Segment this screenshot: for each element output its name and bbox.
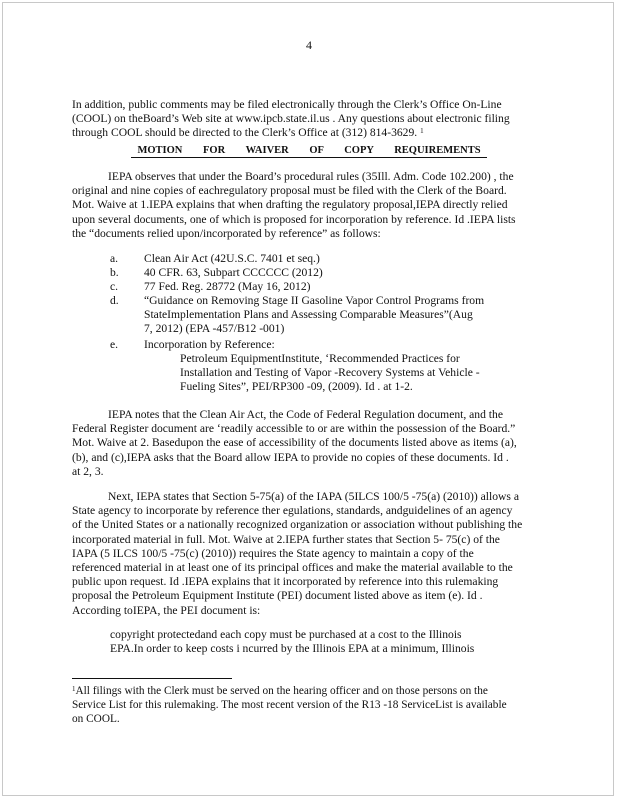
text-line: Mot. Waive at 2. Basedupon the ease of accessibility of the documents listed above as items (a), <box>72 436 517 450</box>
text-line: (b), and (c),IEPA asks that the Board allow IEPA to provide no copies of these documents. Id . <box>72 450 509 464</box>
text-line: the “documents relied upon/incorporated by reference” as follows: <box>72 226 381 240</box>
list-item-text: 40 CFR. 63, Subpart CCCCCC (2012) <box>144 266 323 279</box>
text-line: (COOL) on theBoard’s Web site at www.ipcb.state.il.us . Any questions about electronic filing <box>72 112 510 126</box>
text-line <box>72 126 546 140</box>
list-marker: e. <box>110 338 119 351</box>
sub-item-line: Fueling Sites”, PEI/RP300 -09, (2009). Id . at 1-2. <box>180 380 413 393</box>
text-line: IEPA observes that under the Board’s procedural rules (35Ill. Adm. Code 102.200) , the <box>108 170 514 183</box>
text-line: incorporated material in full. Mot. Waive at 2.IEPA further states that Section 5- 75(c) of the <box>72 532 500 546</box>
text-line: upon several documents, one of which is proposed for incorporation by reference. Id .IEPA lists <box>72 212 516 226</box>
section-heading-text: MOTION FOR WAIVER OF COPY REQUIREMENTS <box>131 145 486 158</box>
page-number: 4 <box>306 38 312 52</box>
text-line: public upon request. Id .IEPA explains that it incorporated by reference into this rulemaking <box>72 575 499 589</box>
list-item-text: 7, 2012) (EPA -457/B12 -001) <box>144 322 285 336</box>
list-marker: c. <box>110 280 119 293</box>
footnote-separator <box>72 678 232 679</box>
list-marker: d. <box>110 294 119 307</box>
text-line: proposal the Petroleum Equipment Institute (PEI) document listed above as item (e). Id . <box>72 589 483 603</box>
list-item-text: 77 Fed. Reg. 28772 (May 16, 2012) <box>144 280 311 293</box>
block-quote <box>110 628 510 656</box>
sub-item-line: Petroleum EquipmentInstitute, ‘Recommended Practices for <box>180 352 460 365</box>
paragraph-iapa-section <box>72 490 546 618</box>
text-line: IAPA (5 ILCS 100/5 -75(c) (2010)) requires the State agency to maintain a copy of the <box>72 546 474 560</box>
footnote <box>72 684 546 727</box>
footnote-line <box>72 684 546 698</box>
text-line-content: through COOL should be directed to the Clerk’s Office at (312) 814-3629. <box>72 126 418 140</box>
list-item-text: “Guidance on Removing Stage II Gasoline Vapor Control Programs from <box>144 294 485 307</box>
list-item-text: Clean Air Act (42U.S.C. 7401 et seq.) <box>144 252 320 265</box>
footnote-line: Service List for this rulemaking. The most recent version of the R13 -18 ServiceList is available <box>72 699 507 712</box>
list-item-text: Incorporation by Reference: <box>144 338 275 351</box>
section-heading <box>0 144 618 158</box>
sub-item-line: Installation and Testing of Vapor -Recovery Systems at Vehicle - <box>180 366 480 379</box>
text-line: of the United States or a nationally recognized organization or association without publishing the <box>72 518 523 532</box>
text-line: IEPA notes that the Clean Air Act, the Code of Federal Regulation document, and the <box>108 408 503 421</box>
paragraph-electronic-filing <box>72 98 546 141</box>
list-marker: b. <box>110 266 119 279</box>
text-line: State agency to incorporate by reference ther egulations, standards, andguidelines of an agency <box>72 504 513 518</box>
footnote-text: All filings with the Clerk must be served on the hearing officer and on those persons on the <box>75 685 488 697</box>
paragraph-motion-intro <box>72 170 546 241</box>
quote-line: copyright protectedand each copy must be purchased at a cost to the Illinois <box>110 628 462 641</box>
text-line: at 2, 3. <box>72 464 104 478</box>
footnote-line: on COOL. <box>72 713 120 726</box>
text-line: original and nine copies of eachregulatory proposal must be filed with the Clerk of the Board. <box>72 184 507 198</box>
text-line: In addition, public comments may be filed electronically through the Clerk’s Office On-Line <box>72 98 502 111</box>
text-line: Next, IEPA states that Section 5-75(a) of the IAPA (5ILCS 100/5 -75(a) (2010)) allows a <box>108 490 519 503</box>
text-line: referenced material in at least one of its principal offices and make the material available to the <box>72 561 513 575</box>
footnote-reference[interactable]: 1 <box>420 127 424 136</box>
footnote-marker: 1 <box>72 685 76 693</box>
paragraph-accessibility <box>72 408 546 479</box>
quote-line: EPA.In order to keep costs i ncurred by the Illinois EPA at a minimum, Illinois <box>110 642 475 656</box>
text-line: Mot. Waive at 1.IEPA explains that when drafting the regulatory proposal,IEPA directly relied <box>72 198 508 212</box>
list-marker: a. <box>110 252 119 265</box>
text-line: Federal Register document are ‘readily accessible to or are within the possession of the Board.” <box>72 422 516 436</box>
list-item-text: StateImplementation Plans and Assessing Comparable Measures”(Aug <box>144 308 473 322</box>
text-line: According toIEPA, the PEI document is: <box>72 603 261 617</box>
